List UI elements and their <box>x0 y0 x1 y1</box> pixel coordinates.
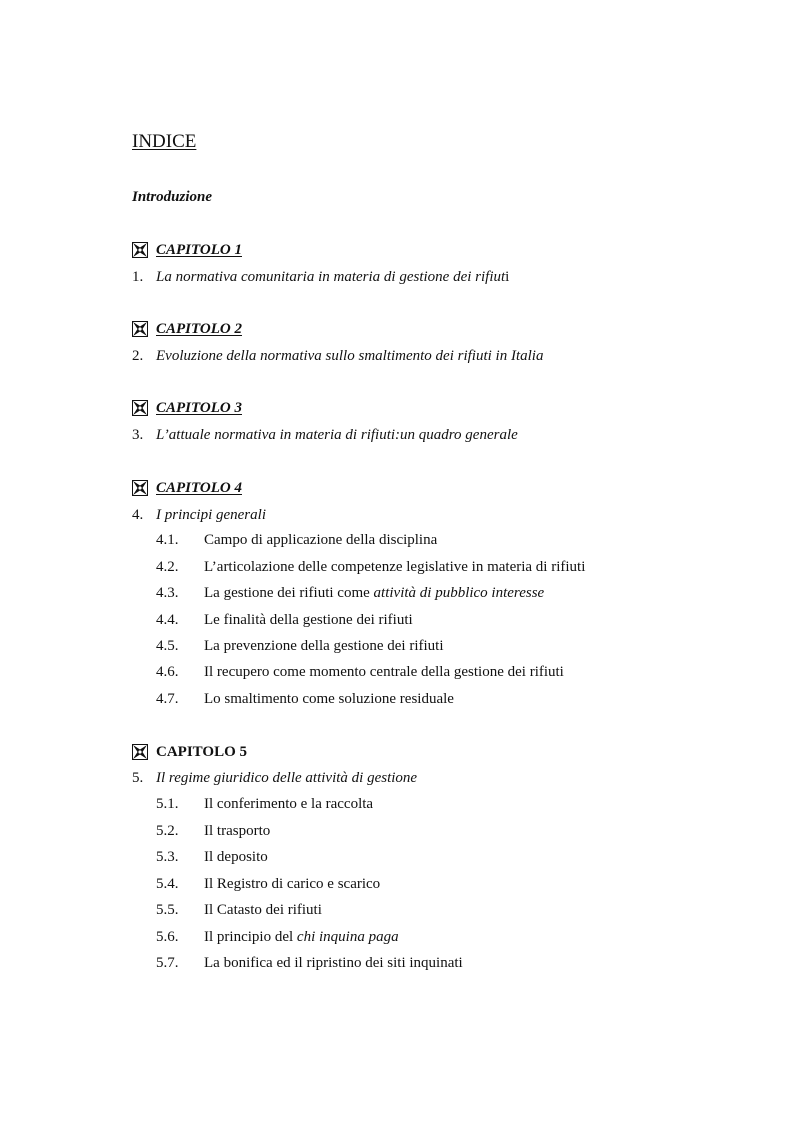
section-number: 5.5. <box>156 902 179 918</box>
chapter-5-heading: CAPITOLO 5 <box>156 744 247 760</box>
chapter-3-number: 3. <box>132 427 144 443</box>
section-title-italic: attività di pubblico interesse <box>373 585 545 601</box>
section-title: Lo smaltimento come soluzione residuale <box>204 691 454 707</box>
chapter-5-number: 5. <box>132 770 144 786</box>
section-title: Campo di applicazione della disciplina <box>204 532 438 548</box>
section-number: 4.3. <box>156 585 179 601</box>
section-number: 4.5. <box>156 638 179 654</box>
section-number: 5.1. <box>156 796 179 812</box>
chapter-4-number: 4. <box>132 507 144 523</box>
chapter-2-title: Evoluzione della normativa sullo smaltimento dei rifiuti in Italia <box>156 348 544 364</box>
section-title: Il recupero come momento centrale della gestione dei rifiuti <box>204 664 564 680</box>
section-number: 5.4. <box>156 876 179 892</box>
section-title: Il conferimento e la raccolta <box>204 796 374 812</box>
chapter-3-heading: CAPITOLO 3 <box>156 400 242 416</box>
chapter-1-heading: CAPITOLO 1 <box>156 242 242 258</box>
section-title: Il Registro di carico e scarico <box>204 876 381 892</box>
chapter-2-number: 2. <box>132 348 144 364</box>
section-number: 5.7. <box>156 955 179 971</box>
section-number: 5.3. <box>156 849 179 865</box>
chapter-4-heading: CAPITOLO 4 <box>156 480 242 496</box>
section-number: 5.6. <box>156 929 179 945</box>
page-title: INDICE <box>132 131 197 152</box>
chapter-bullet-icon <box>132 744 148 760</box>
section-title-text: Il principio del <box>204 929 297 945</box>
introduction-heading: Introduzione <box>132 189 213 205</box>
chapter-2-heading: CAPITOLO 2 <box>156 321 242 337</box>
section-title <box>204 928 399 946</box>
section-title-italic: chi inquina paga <box>296 929 399 945</box>
section-title: La bonifica ed il ripristino dei siti inquinati <box>204 955 463 971</box>
section-title: La prevenzione della gestione dei rifiuti <box>204 638 444 654</box>
section-title: Il trasporto <box>204 823 271 839</box>
section-number: 4.2. <box>156 559 179 575</box>
section-title-text: La gestione dei rifiuti come <box>204 585 374 601</box>
section-title: Le finalità della gestione dei rifiuti <box>204 612 413 628</box>
chapter-5-title: Il regime giuridico delle attività di gestione <box>156 770 418 786</box>
section-number: 4.6. <box>156 664 179 680</box>
section-title <box>204 584 544 602</box>
section-title: Il deposito <box>204 849 268 865</box>
chapter-1-number: 1. <box>132 269 144 285</box>
chapter-bullet-icon <box>132 480 148 496</box>
chapter-bullet-icon <box>132 321 148 337</box>
section-number: 5.2. <box>156 823 179 839</box>
chapter-1-title-text: La normativa comunitaria in materia di gestione dei rifiut <box>156 269 506 285</box>
chapter-1-title-tail: i <box>505 269 510 285</box>
chapter-4-title: I principi generali <box>156 507 266 523</box>
section-title: L’articolazione delle competenze legislative in materia di rifiuti <box>204 559 586 575</box>
section-title: Il Catasto dei rifiuti <box>204 902 322 918</box>
chapter-bullet-icon <box>132 400 148 416</box>
section-number: 4.4. <box>156 612 179 628</box>
section-number: 4.1. <box>156 532 179 548</box>
chapter-3-title: L’attuale normativa in materia di rifiuti:un quadro generale <box>156 427 518 443</box>
section-number: 4.7. <box>156 691 179 707</box>
chapter-bullet-icon <box>132 242 148 258</box>
chapter-1-title <box>156 268 509 286</box>
